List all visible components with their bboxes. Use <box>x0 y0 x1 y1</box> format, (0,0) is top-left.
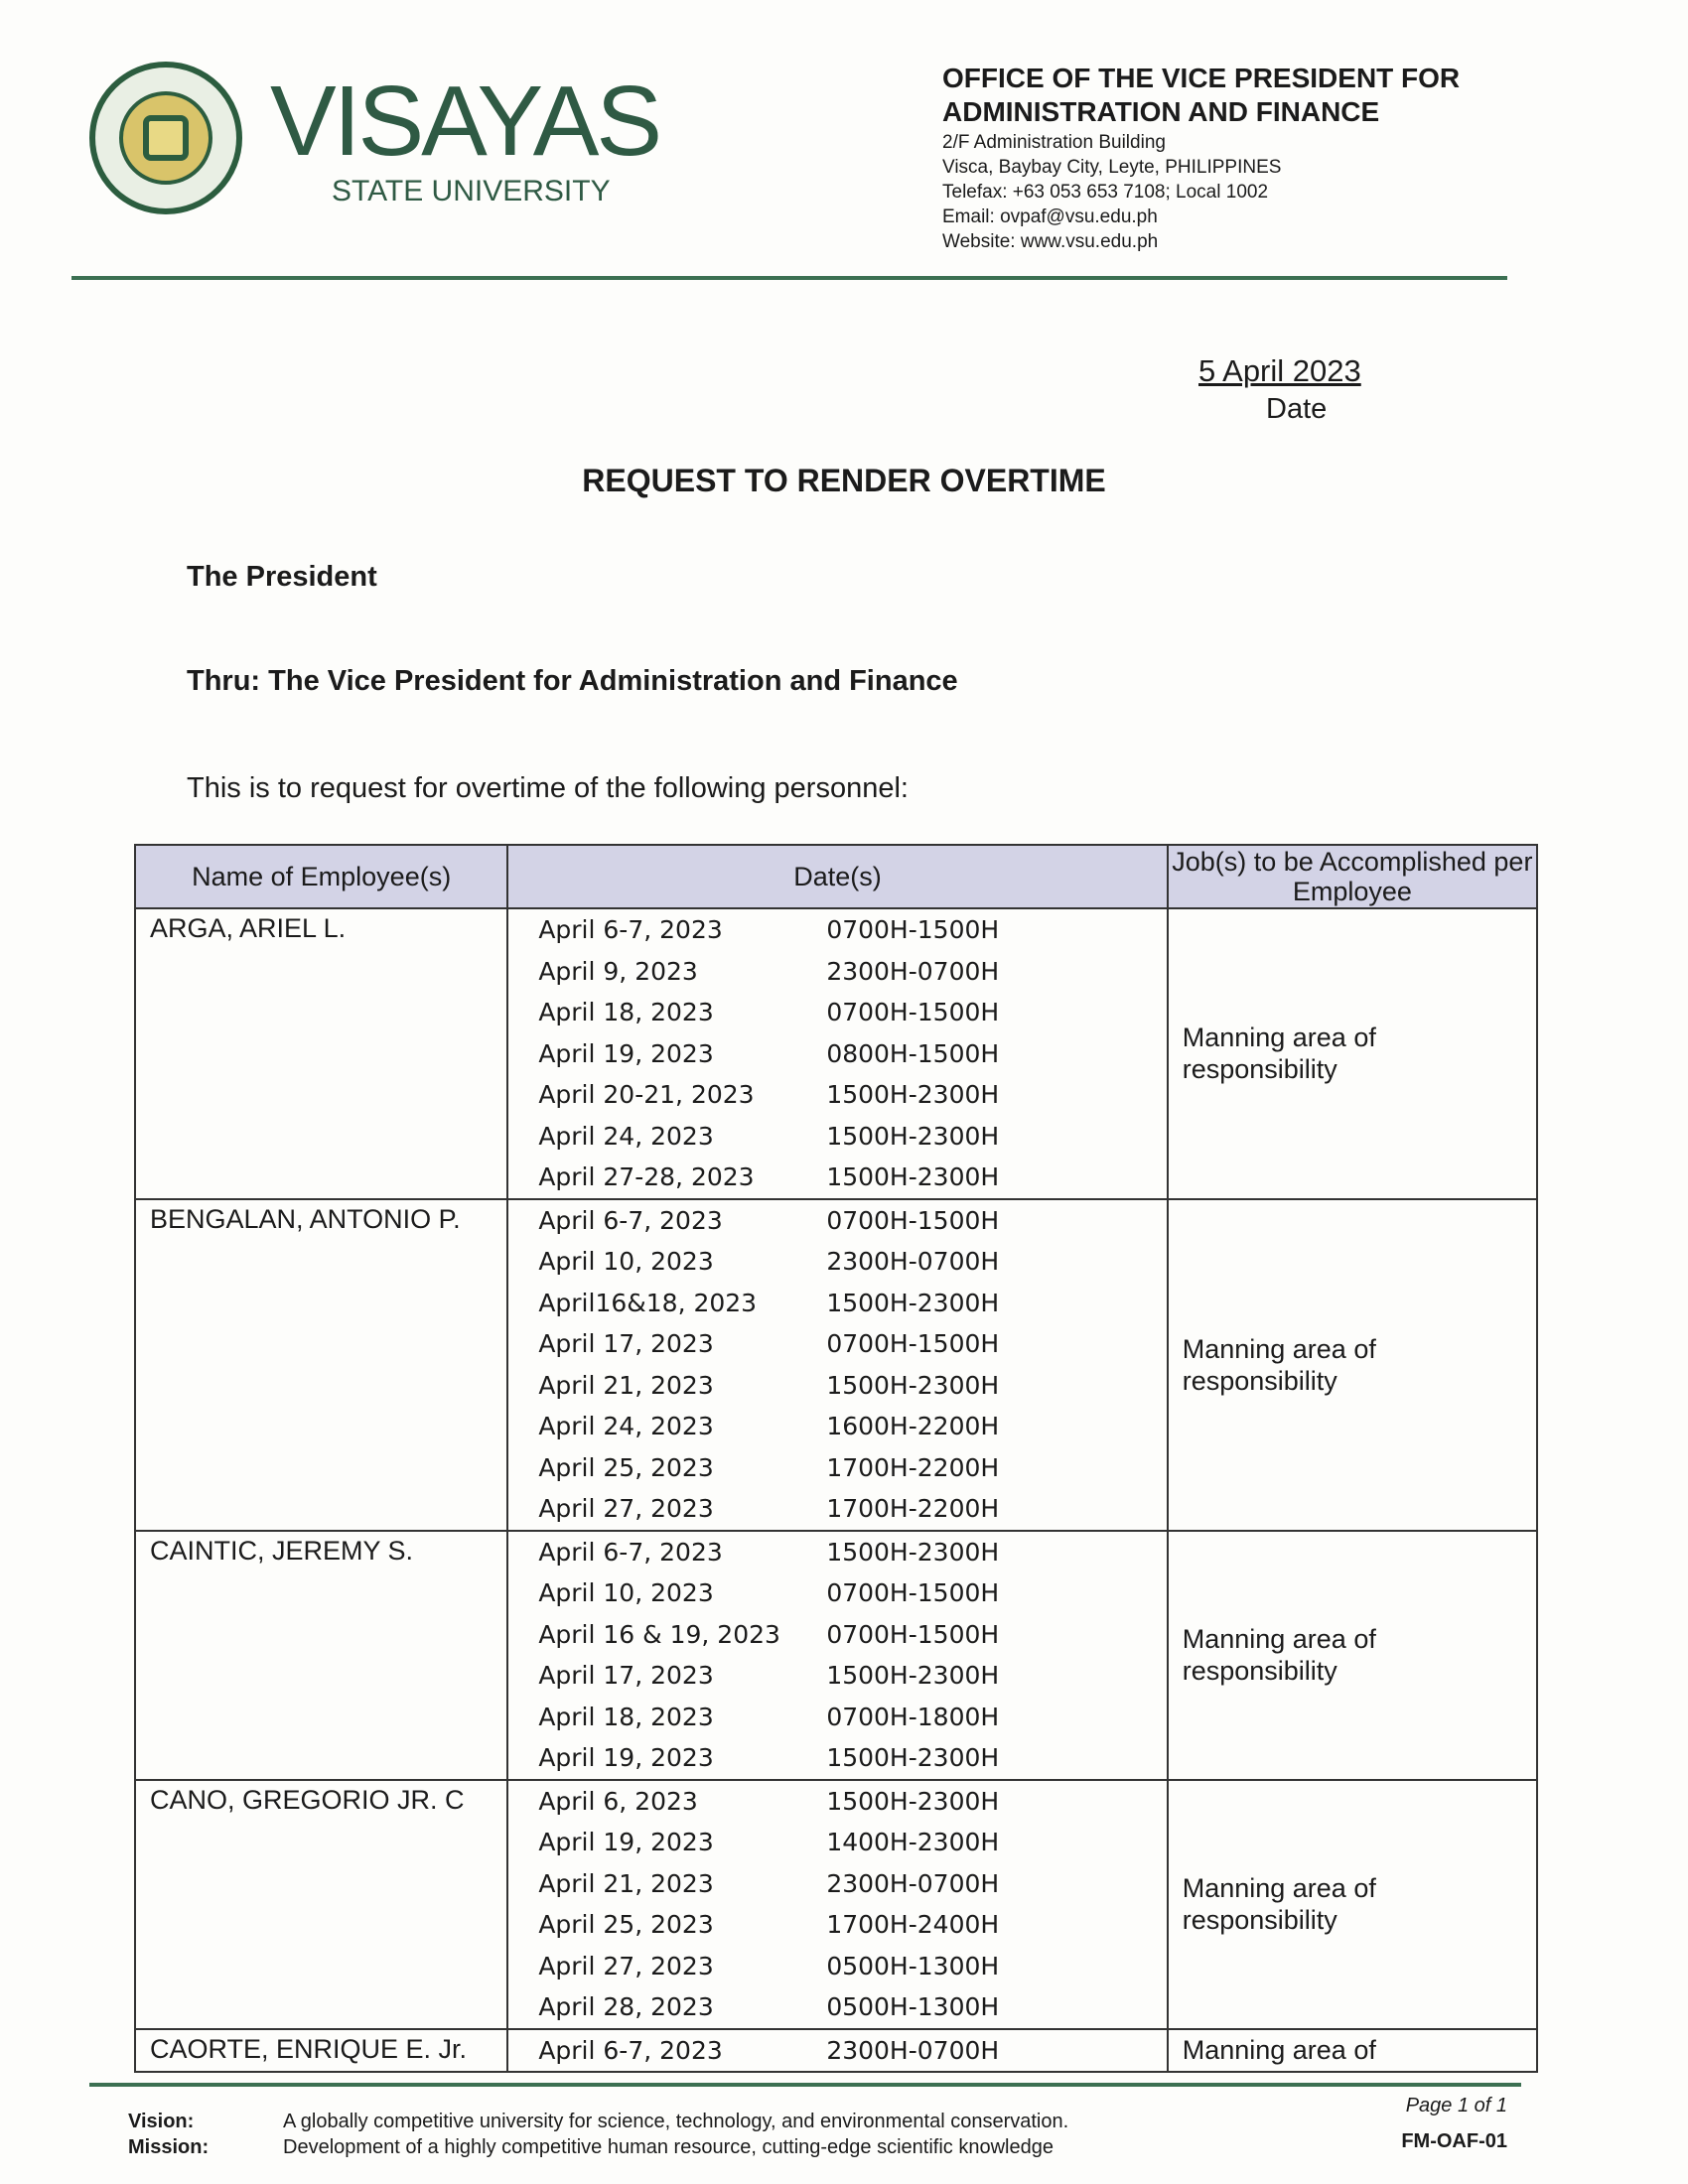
time-range: 1500H-2300H <box>826 1162 1000 1191</box>
date: April 27, 2023 <box>538 1494 714 1523</box>
telefax: Telefax: +63 053 653 7108; Local 1002 <box>942 182 1269 203</box>
date-entry <box>508 1033 1166 1075</box>
time-range: 1500H-2300H <box>826 1786 1000 1816</box>
employee-row <box>135 2029 1537 2073</box>
website: Website: www.vsu.edu.ph <box>942 231 1159 252</box>
date: April 6-7, 2023 <box>538 2035 723 2065</box>
time-range: 1500H-2300H <box>826 1661 1000 1690</box>
date: April 6, 2023 <box>538 1786 698 1816</box>
office-name <box>942 62 1460 129</box>
dates-cell <box>507 908 1167 1199</box>
time-range: 1500H-2300H <box>826 1537 1000 1567</box>
date-entry <box>508 909 1166 951</box>
employee-name: CANO, GREGORIO JR. C <box>135 1780 507 2029</box>
date-entry <box>508 1406 1166 1447</box>
date-entry <box>508 1447 1166 1489</box>
date: April 24, 2023 <box>538 1412 714 1440</box>
date: April 25, 2023 <box>538 1910 714 1939</box>
time-range: 0700H-1800H <box>826 1702 1000 1731</box>
date-entry <box>508 1365 1166 1407</box>
time-range: 0700H-1500H <box>826 998 1000 1026</box>
date: April 19, 2023 <box>538 1743 714 1772</box>
logo-text: VISAYAS <box>270 66 660 177</box>
employee-row <box>135 1199 1537 1531</box>
date-entry <box>508 951 1166 993</box>
date-entry <box>508 1116 1166 1158</box>
date-entry <box>508 1986 1166 2028</box>
time-range: 1500H-2300H <box>826 1121 1000 1151</box>
job-description: Manning area of responsibility <box>1168 1531 1537 1780</box>
header-divider <box>71 276 1507 280</box>
logo-subtext: STATE UNIVERSITY <box>332 175 611 207</box>
date: April 17, 2023 <box>538 1329 714 1358</box>
time-range: 1700H-2200H <box>826 1452 1000 1482</box>
dates-cell <box>507 2029 1167 2073</box>
date-entry <box>508 1074 1166 1116</box>
time-range: 2300H-0700H <box>826 956 1000 986</box>
time-range: 2300H-0700H <box>826 1247 1000 1276</box>
header-dates: Date(s) <box>507 845 1167 908</box>
date-entry <box>508 1904 1166 1946</box>
address-line: 2/F Administration Building <box>942 132 1166 153</box>
mission-label: Mission: <box>128 2136 210 2158</box>
email: Email: ovpaf@vsu.edu.ph <box>942 206 1158 227</box>
date-entry <box>508 1614 1166 1656</box>
date-entry <box>508 1781 1166 1823</box>
document-title: REQUEST TO RENDER OVERTIME <box>582 463 1106 498</box>
time-range: 2300H-0700H <box>826 2035 1000 2065</box>
time-range: 1500H-2300H <box>826 1370 1000 1400</box>
address-line: Visca, Baybay City, Leyte, PHILIPPINES <box>942 157 1282 178</box>
header-jobs: Job(s) to be Accomplished per Employee <box>1168 845 1537 908</box>
date: April 16 & 19, 2023 <box>538 1619 780 1649</box>
document-date: 5 April 2023 <box>1198 353 1361 388</box>
time-range: 1500H-2300H <box>826 1743 1000 1772</box>
employee-row <box>135 1531 1537 1780</box>
date-label: Date <box>1266 393 1328 425</box>
time-range: 0700H-1500H <box>826 1578 1000 1607</box>
date: April 27, 2023 <box>538 1951 714 1980</box>
footer-divider <box>89 2083 1521 2087</box>
date: April 6-7, 2023 <box>538 1537 723 1567</box>
date-entry <box>508 1655 1166 1697</box>
date-entry <box>508 992 1166 1033</box>
date-entry <box>508 1532 1166 1573</box>
vision-text: A globally competitive university for science, technology, and environmental conservation. <box>283 2111 1069 2132</box>
mission-text: Development of a highly competitive human resource, cutting-edge scientific knowledge <box>283 2136 1054 2158</box>
time-range: 1600H-2200H <box>826 1412 1000 1440</box>
time-range: 0700H-1500H <box>826 1329 1000 1358</box>
addressee: The President <box>187 561 377 593</box>
office-line-2: ADMINISTRATION AND FINANCE <box>942 96 1380 127</box>
date-entry <box>508 1737 1166 1779</box>
dates-cell <box>507 1199 1167 1531</box>
job-description: Manning area of <box>1168 2029 1537 2073</box>
employee-row <box>135 908 1537 1199</box>
dates-cell <box>507 1531 1167 1780</box>
date: April 27-28, 2023 <box>538 1162 755 1191</box>
date-entry <box>508 1863 1166 1905</box>
time-range: 0700H-1500H <box>826 1205 1000 1235</box>
date: April 25, 2023 <box>538 1452 714 1482</box>
form-code: FM-OAF-01 <box>1401 2130 1507 2152</box>
time-range: 2300H-0700H <box>826 1868 1000 1898</box>
date-entry <box>508 1946 1166 1987</box>
date: April 6-7, 2023 <box>538 915 723 944</box>
time-range: 0700H-1500H <box>826 915 1000 944</box>
date: April16&18, 2023 <box>538 1288 758 1317</box>
vision-label: Vision: <box>128 2111 195 2132</box>
date-entry <box>508 1283 1166 1324</box>
employee-row <box>135 1780 1537 2029</box>
time-range: 1700H-2200H <box>826 1494 1000 1523</box>
date: April 10, 2023 <box>538 1578 714 1607</box>
date: April 21, 2023 <box>538 1868 714 1898</box>
date-entry <box>508 1200 1166 1242</box>
date-entry <box>508 2030 1166 2072</box>
date-entry <box>508 1488 1166 1530</box>
time-range: 1500H-2300H <box>826 1288 1000 1317</box>
date: April 28, 2023 <box>538 1992 714 2021</box>
date: April 6-7, 2023 <box>538 1205 723 1235</box>
time-range: 1700H-2400H <box>826 1910 1000 1939</box>
page-number: Page 1 of 1 <box>1405 2095 1507 2116</box>
date: April 19, 2023 <box>538 1038 714 1068</box>
date-entry <box>508 1241 1166 1283</box>
date: April 18, 2023 <box>538 998 714 1026</box>
date: April 21, 2023 <box>538 1370 714 1400</box>
job-description: Manning area of responsibility <box>1168 1780 1537 2029</box>
date: April 24, 2023 <box>538 1121 714 1151</box>
date: April 18, 2023 <box>538 1702 714 1731</box>
job-description: Manning area of responsibility <box>1168 908 1537 1199</box>
date-entry <box>508 1822 1166 1863</box>
office-line-1: OFFICE OF THE VICE PRESIDENT FOR <box>942 63 1461 93</box>
date-entry <box>508 1697 1166 1738</box>
job-description: Manning area of responsibility <box>1168 1199 1537 1531</box>
date: April 17, 2023 <box>538 1661 714 1690</box>
employee-name: BENGALAN, ANTONIO P. <box>135 1199 507 1531</box>
university-seal <box>89 62 242 214</box>
date: April 20-21, 2023 <box>538 1080 755 1109</box>
intro-text: This is to request for overtime of the following personnel: <box>187 772 909 804</box>
date: April 19, 2023 <box>538 1828 714 1856</box>
overtime-table <box>134 844 1538 2073</box>
employee-name: CAORTE, ENRIQUE E. Jr. <box>135 2029 507 2073</box>
date-entry <box>508 1323 1166 1365</box>
time-range: 1500H-2300H <box>826 1080 1000 1109</box>
employee-name: CAINTIC, JEREMY S. <box>135 1531 507 1780</box>
time-range: 0500H-1300H <box>826 1992 1000 2021</box>
time-range: 1400H-2300H <box>826 1828 1000 1856</box>
time-range: 0500H-1300H <box>826 1951 1000 1980</box>
time-range: 0700H-1500H <box>826 1619 1000 1649</box>
employee-name: ARGA, ARIEL L. <box>135 908 507 1199</box>
date: April 9, 2023 <box>538 956 698 986</box>
thru-line: Thru: The Vice President for Administration and Finance <box>187 665 958 697</box>
header-name: Name of Employee(s) <box>135 845 507 908</box>
time-range: 0800H-1500H <box>826 1038 1000 1068</box>
date-entry <box>508 1157 1166 1198</box>
date-entry <box>508 1572 1166 1614</box>
dates-cell <box>507 1780 1167 2029</box>
date: April 10, 2023 <box>538 1247 714 1276</box>
